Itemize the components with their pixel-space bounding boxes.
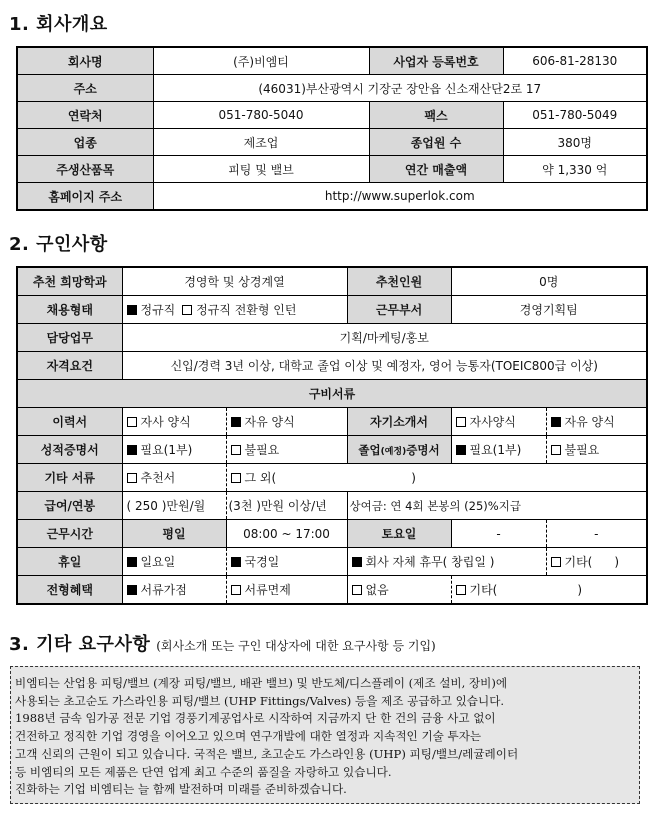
benefit-label: 전형혜택 (17, 576, 122, 605)
graduation-notrequired-checkbox[interactable] (551, 445, 561, 455)
benefit-opt1 (122, 576, 226, 605)
transcript-required-checkbox[interactable] (127, 445, 137, 455)
pay-monthly: ( 250 )만원/월 (122, 492, 226, 520)
doc-exempt-checkbox[interactable] (231, 585, 241, 595)
dept: 경영기획팀 (451, 296, 647, 324)
description-line: 1988년 금속 임가공 전문 기업 경풍기계공업사로 시작하여 지금까지 단 한 건의 금융 사고 없이 (15, 711, 496, 726)
sunday-checkbox[interactable] (127, 557, 137, 567)
national-holiday-checkbox[interactable] (231, 557, 241, 567)
benefit-none-label: 없음 (365, 583, 389, 597)
company-holiday-label: 회사 자체 휴무( 창립일 ) (365, 555, 495, 569)
saturday-value-1: - (451, 520, 546, 548)
intro-label: 자기소개서 (347, 408, 451, 436)
company-overview-table (16, 46, 648, 211)
company-holiday-checkbox[interactable] (352, 557, 362, 567)
hours-label: 근무시간 (17, 520, 122, 548)
employees-label: 종업원 수 (369, 129, 503, 156)
national-holiday-label: 국경일 (244, 555, 280, 569)
description-line: 비엠티는 산업용 피팅/밸브 (계장 피팅/밸브, 배관 밸브) 및 반도체/디스플레이 (제조 설비, 장비)에 (15, 676, 508, 690)
intro-company-label: 자사양식 (469, 415, 516, 429)
required-docs-header: 구비서류 (17, 380, 647, 408)
benefit-other-close: ) (577, 583, 583, 597)
resume-opt1 (122, 408, 226, 436)
other-note: (회사소개 또는 구인 대상자에 대한 요구사항 등 기입) (156, 639, 436, 653)
benefit-opt2 (226, 576, 347, 605)
etc-docs-other-label: 그 외( (244, 471, 277, 485)
industry-label: 업종 (17, 129, 153, 156)
holiday-other-checkbox[interactable] (551, 557, 561, 567)
count-label: 추천인원 (347, 267, 451, 296)
resume-company-label: 자사 양식 (140, 415, 191, 429)
intro-free-label: 자유 양식 (564, 415, 615, 429)
description-line: 고객 신뢰의 근원이 되고 있습니다. 국적은 밸브, 초고순도 가스라인용 (UHP) 피팅/밸브/레귤레이터 (15, 746, 519, 761)
graduation-required-label: 필요(1부) (469, 443, 522, 457)
pay-yearly: (3천 )만원 이상/년 (226, 492, 347, 520)
description-line: 사용되는 초고순도 가스라인용 피팅/밸브 (UHP Fittings/Valves) 등을 제조 공급하고 있습니다. (15, 693, 505, 708)
intro-company-checkbox[interactable] (456, 417, 466, 427)
employees: 380명 (503, 129, 647, 156)
section-title-hiring: 2. 구인사항 (9, 234, 108, 255)
transcript-notrequired-label: 불필요 (244, 443, 280, 457)
fax-label: 팩스 (369, 102, 503, 129)
intro-opt1 (451, 408, 546, 436)
duty-label: 담당업무 (17, 324, 122, 352)
transcript-required-label: 필요(1부) (140, 443, 193, 457)
regno: 606-81-28130 (503, 47, 647, 75)
company-description-box (10, 666, 640, 804)
type-fulltime-checkbox[interactable] (127, 305, 137, 315)
resume-free-checkbox[interactable] (231, 417, 241, 427)
graduation-opt2 (546, 436, 647, 464)
qualification-label: 자격요건 (17, 352, 122, 380)
major: 경영학 및 상경계열 (122, 267, 347, 296)
benefit-other-label: 기타( (469, 583, 498, 597)
products: 피팅 및 밸브 (153, 156, 369, 183)
doc-exempt-label: 서류면제 (244, 583, 291, 597)
sales: 약 1,330 억 (503, 156, 647, 183)
recommendation-label: 추천서 (140, 471, 176, 485)
products-label: 주생산품목 (17, 156, 153, 183)
benefit-opt3 (347, 576, 451, 605)
intro-free-checkbox[interactable] (551, 417, 561, 427)
address: (46031)부산광역시 기장군 장안읍 신소재산단2로 17 (153, 75, 647, 102)
homepage-link[interactable]: http://www.superlok.com (153, 183, 647, 211)
description-line: 진화하는 기업 비엠티는 늘 함께 발전하며 미래를 준비하겠습니다. (15, 782, 347, 797)
section-title-other: 3. 기타 요구사항 (회사소개 또는 구인 대상자에 대한 요구사항 등 기입) (9, 634, 436, 655)
graduation-label: 졸업(예정)증명서 (347, 436, 451, 464)
company-name: (주)비엠티 (153, 47, 369, 75)
graduation-required-checkbox[interactable] (456, 445, 466, 455)
hiring-table (16, 266, 648, 605)
transcript-notrequired-checkbox[interactable] (231, 445, 241, 455)
saturday-value-2: - (546, 520, 647, 548)
description-line: 건전하고 정직한 기업 경영을 이어오고 있으며 연구개발에 대한 열정과 지속적인 기술 투자는 (15, 729, 482, 744)
type-intern-label: 정규직 전환형 인턴 (196, 303, 297, 317)
weekday-hours: 08:00 ~ 17:00 (226, 520, 347, 548)
homepage-label: 홈페이지 주소 (17, 183, 153, 211)
pay-bonus: 상여금: 연 4회 본봉의 (25)%지급 (347, 492, 647, 520)
pay-label: 급여/연봉 (17, 492, 122, 520)
saturday-label: 토요일 (347, 520, 451, 548)
holiday-opt3 (347, 548, 546, 576)
graduation-opt1 (451, 436, 546, 464)
holiday-other-close: ) (614, 555, 620, 569)
dept-label: 근무부서 (347, 296, 451, 324)
resume-label: 이력서 (17, 408, 122, 436)
industry: 제조업 (153, 129, 369, 156)
recommendation-checkbox[interactable] (127, 473, 137, 483)
etc-docs-label: 기타 서류 (17, 464, 122, 492)
type-label: 채용형태 (17, 296, 122, 324)
sales-label: 연간 매출액 (369, 156, 503, 183)
transcript-opt2 (226, 436, 347, 464)
transcript-label: 성적증명서 (17, 436, 122, 464)
company-name-label: 회사명 (17, 47, 153, 75)
description-line: 등 비엠티의 모든 제품은 단연 업계 최고 수준의 품질을 자랑하고 있습니다. (15, 764, 392, 779)
etc-docs-opt2 (226, 464, 647, 492)
transcript-opt1 (122, 436, 226, 464)
section-title-company: 1. 회사개요 (9, 14, 108, 35)
doc-bonus-label: 서류가점 (140, 583, 187, 597)
holiday-opt1 (122, 548, 226, 576)
contact-label: 연락처 (17, 102, 153, 129)
holiday-opt2 (226, 548, 347, 576)
graduation-notrequired-label: 불필요 (564, 443, 600, 457)
etc-docs-other-checkbox[interactable] (231, 473, 241, 483)
doc-bonus-checkbox[interactable] (127, 585, 137, 595)
holiday-opt4 (546, 548, 647, 576)
type-intern-checkbox[interactable] (182, 305, 192, 315)
major-label: 추천 희망학과 (17, 267, 122, 296)
type-options (122, 296, 347, 324)
resume-free-label: 자유 양식 (244, 415, 295, 429)
qualification: 신입/경력 3년 이상, 대학교 졸업 이상 및 예정자, 영어 능통자(TOEIC800급 이상) (122, 352, 647, 380)
benefit-other-checkbox[interactable] (456, 585, 466, 595)
weekday-label: 평일 (122, 520, 226, 548)
address-label: 주소 (17, 75, 153, 102)
fax: 051-780-5049 (503, 102, 647, 129)
etc-docs-close: ) (411, 471, 416, 485)
count: 0명 (451, 267, 647, 296)
benefit-none-checkbox[interactable] (352, 585, 362, 595)
intro-opt2 (546, 408, 647, 436)
duty: 기획/마케팅/홍보 (122, 324, 647, 352)
contact: 051-780-5040 (153, 102, 369, 129)
type-fulltime-label: 정규직 (140, 303, 176, 317)
regno-label: 사업자 등록번호 (369, 47, 503, 75)
sunday-label: 일요일 (140, 555, 176, 569)
holiday-other-label: 기타( (564, 555, 593, 569)
resume-company-checkbox[interactable] (127, 417, 137, 427)
benefit-opt4 (451, 576, 647, 605)
holiday-label: 휴일 (17, 548, 122, 576)
resume-opt2 (226, 408, 347, 436)
etc-docs-opt1 (122, 464, 226, 492)
